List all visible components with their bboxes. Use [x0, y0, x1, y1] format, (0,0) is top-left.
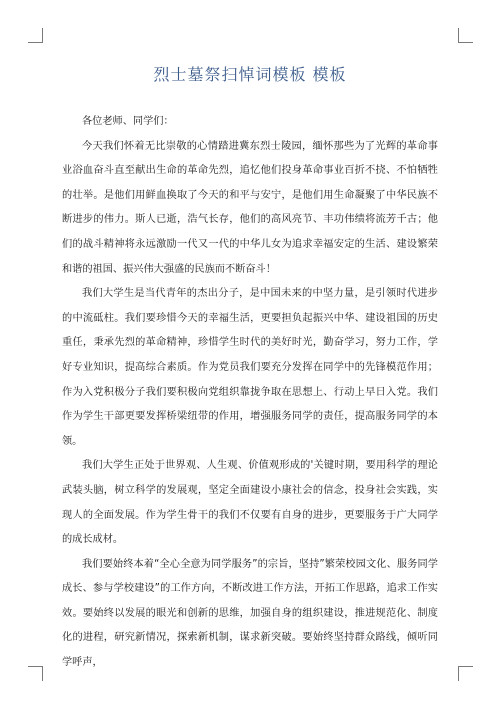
paragraph-3: 我们大学生正处于世界观、人生观、价值观形成的'关键时期，要用科学的理论武装头脑，树立科学的发展观，坚定全面建设小康社会的信念，投身社会实践，实现人的全面发展。作为学生骨干的我们不仅要有自身的进步，更要服务于广大同学的成长成材。 [62, 460, 438, 546]
paragraph-2: 我们大学生是当代青年的杰出分子，是中国未来的中坚力量，是引领时代进步的中流砥柱。我们要珍惜今天的幸福生活，更要担负起振兴中华、建设祖国的历史重任，秉承先烈的革命精神，珍惜学生时代的美好时光，勤奋学习，努力工作，学好专业知识，提高综合素质。作为党员我们要充分发挥在同学中的先锋模范作用；作为入党积极分子我们要积极向党组织靠拢争取在思想上、行动上早日入党。我们作为学生干部更要发挥桥梁纽带的作用，增强服务同学的责任，提高服务同学的本领。 [62, 288, 438, 447]
document-body [62, 110, 438, 676]
salutation: 各位老师、同学们： [82, 116, 174, 127]
document-title: 烈士墓祭扫悼词模板 模板 [153, 65, 347, 84]
crop-mark-top-right [458, 28, 473, 43]
crop-mark-bottom-right [458, 666, 473, 681]
crop-mark-top-left [28, 28, 43, 43]
paragraph-4: 我们要始终本着“全心全意为同学服务”的宗旨，坚持”繁荣校园文化、服务同学成长、参与学校建设”的工作方向，不断改进工作方法，开拓工作思路，追求工作实效。要始终以发展的眼光和创新的思维，加强自身的组织建设，推进规范化、制度化的进程，研究新情况，探索新机制，谋求新突破。要始终坚持群众路线，倾听同学呼声， [62, 558, 438, 669]
paragraph-1: 今天我们怀着无比崇敬的心情踏进冀东烈士陵园，缅怀那些为了光辉的革命事业浴血奋斗直至献出生命的革命先烈，追忆他们投身革命事业百折不挠、不怕牺牲的壮举。是他们用鲜血换取了今天的和平与安宁，是他们用生命凝聚了中华民族不断进步的伟力。斯人已逝，浩气长存，他们的高风亮节、丰功伟绩将流芳千古；他们的战斗精神将永远激励一代又一代的中华儿女为追求幸福安定的生活、建设繁荣和谐的祖国、振兴伟大强盛的民族而不断奋斗！ [62, 140, 438, 275]
crop-mark-bottom-left [28, 666, 43, 681]
